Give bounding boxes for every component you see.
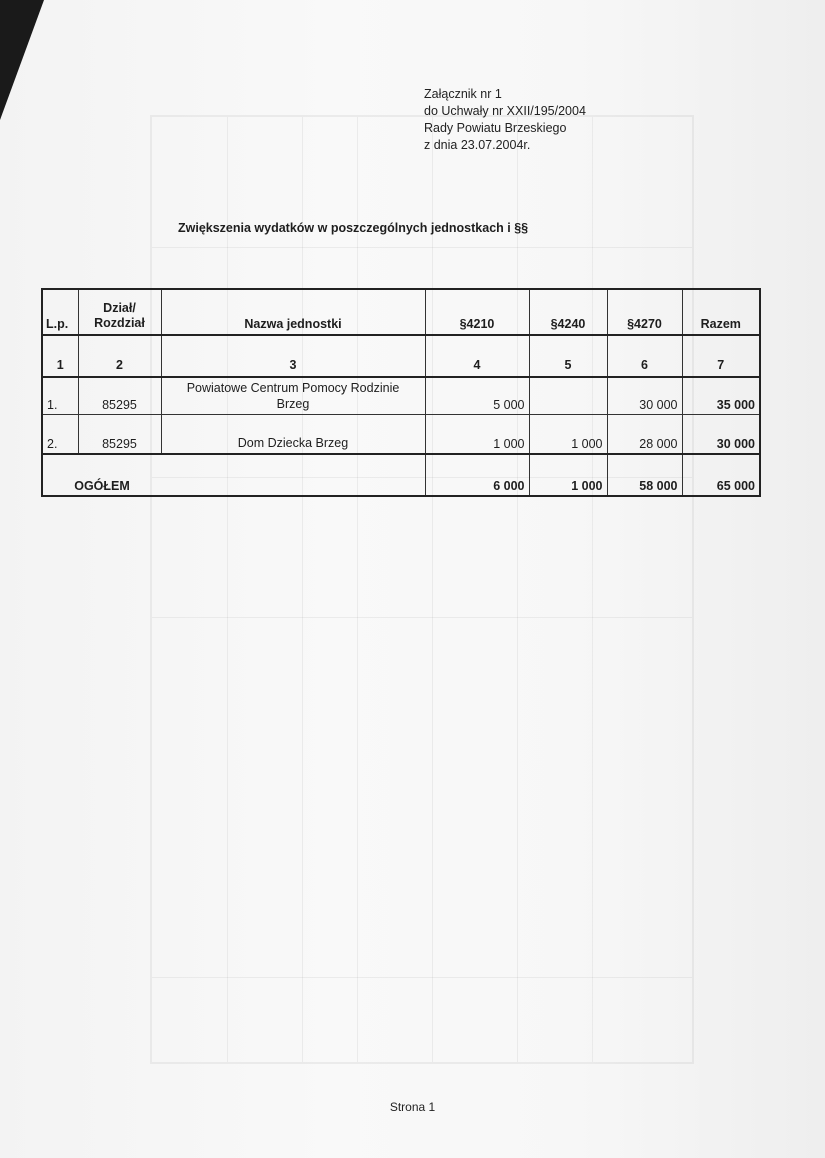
cell-4240: 1 000	[529, 415, 607, 455]
table-row	[42, 377, 760, 415]
total-row	[42, 454, 760, 496]
header-dzial-line2: Rozdział	[94, 316, 145, 330]
annex-header	[424, 86, 586, 154]
column-number: 5	[529, 335, 607, 377]
expenditure-table	[41, 288, 761, 497]
cell-4270: 28 000	[607, 415, 682, 455]
cell-lp: 2.	[42, 415, 78, 455]
cell-4270: 30 000	[607, 377, 682, 415]
column-number: 6	[607, 335, 682, 377]
annex-line-1: Załącznik nr 1	[424, 87, 502, 101]
column-number-row	[42, 335, 760, 377]
page-footer: Strona 1	[389, 1100, 436, 1114]
total-label: OGÓŁEM	[42, 454, 161, 496]
cell-lp: 1.	[42, 377, 78, 415]
column-number: 7	[682, 335, 760, 377]
total-name-cell	[161, 454, 425, 496]
column-number: 2	[78, 335, 161, 377]
document-title: Zwiększenia wydatków w poszczególnych jednostkach i §§	[178, 221, 529, 235]
cell-razem: 30 000	[682, 415, 760, 455]
table-header-row	[42, 289, 760, 335]
cell-4210: 5 000	[425, 377, 529, 415]
annex-line-2: do Uchwały nr XXII/195/2004	[424, 104, 586, 118]
cell-razem: 35 000	[682, 377, 760, 415]
header-razem: Razem	[682, 289, 760, 335]
header-4270: §4270	[607, 289, 682, 335]
cell-nazwa-line1: Powiatowe Centrum Pomocy Rodzinie	[186, 381, 400, 395]
cell-nazwa-line2: Brzeg	[276, 397, 310, 411]
header-4210: §4210	[425, 289, 529, 335]
total-4210: 6 000	[425, 454, 529, 496]
cell-dzial: 85295	[78, 377, 161, 415]
header-dzial	[78, 289, 161, 335]
cell-4210: 1 000	[425, 415, 529, 455]
header-dzial-line1: Dział/	[103, 301, 136, 315]
cell-nazwa	[161, 377, 425, 415]
bleed-through-table	[150, 115, 694, 1064]
total-razem: 65 000	[682, 454, 760, 496]
column-number: 1	[42, 335, 78, 377]
annex-line-3: Rady Powiatu Brzeskiego	[424, 121, 567, 135]
annex-line-4: z dnia 23.07.2004r.	[424, 138, 531, 152]
scan-corner-shadow	[0, 0, 44, 120]
cell-dzial: 85295	[78, 415, 161, 455]
header-4240: §4240	[529, 289, 607, 335]
table-row	[42, 415, 760, 455]
total-4240: 1 000	[529, 454, 607, 496]
header-nazwa: Nazwa jednostki	[161, 289, 425, 335]
header-lp: L.p.	[42, 289, 78, 335]
cell-nazwa: Dom Dziecka Brzeg	[161, 415, 425, 455]
column-number: 4	[425, 335, 529, 377]
total-4270: 58 000	[607, 454, 682, 496]
column-number: 3	[161, 335, 425, 377]
cell-4240	[529, 377, 607, 415]
